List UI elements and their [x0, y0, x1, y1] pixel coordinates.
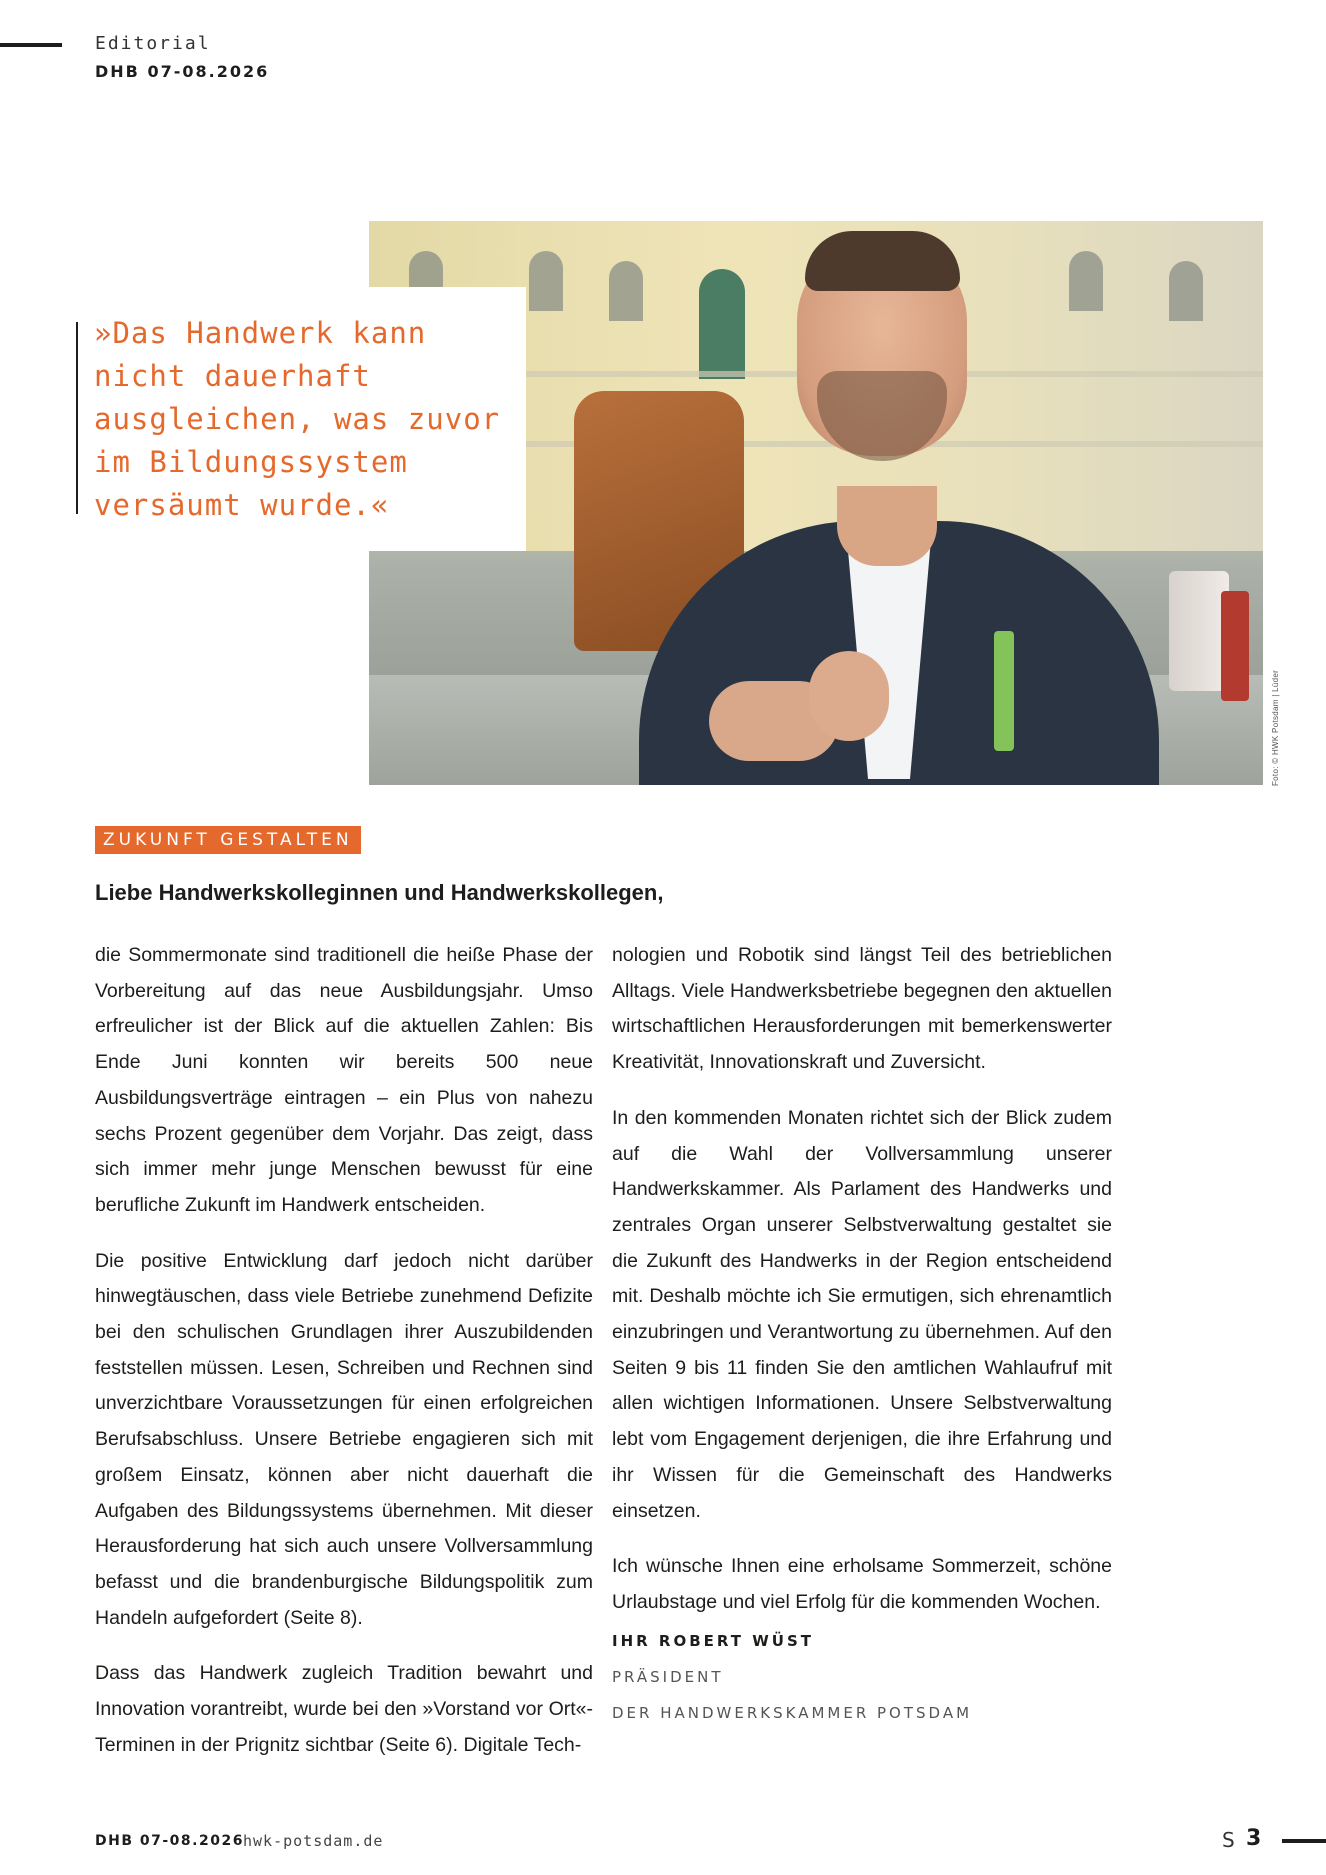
salutation: Liebe Handwerkskolleginnen und Handwerkskollegen,	[95, 880, 664, 905]
body-paragraph: In den kommenden Monaten richtet sich der Blick zudem auf die Wahl der Vollversammlung unserer Handwerkskammer. Als Parlament des Handwerks und zentrales Organ unserer Selbstverwaltung gestaltet sie die Zukunft des Handwerks in der Region entscheidend mit. Deshalb möchte ich Sie ermutigen, sich ehrenamtlich einzubringen und Verantwortung zu übernehmen. Auf den Seiten 9 bis 11 finden Sie den amtlichen Wahlaufruf mit allen wichtigen Informationen. Unsere Selbstverwaltung lebt vom Engagement derjenigen, die ihre Erfahrung und ihr Wissen für die Gemeinschaft des Handwerks einsetzen.	[612, 1106, 1112, 1522]
photo-hair	[805, 231, 960, 291]
body-paragraph: die Sommermonate sind traditionell die heiße Phase der Vorbereitung auf das neue Ausbildungsjahr. Umso erfreulicher ist der Blick auf die aktuellen Zahlen: Bis Ende Juni konnten wir bereits 500 neue Ausbildungsverträge eintragen – ein Plus von nahezu sechs Prozent gegenüber dem Vorjahr. Das zeigt, dass sich immer mehr junge Menschen bewusst für eine berufliche Zukunft im Handwerk entscheiden.	[95, 944, 593, 1216]
body-paragraph: Dass das Handwerk zugleich Tradition bewahrt und Innovation vorantreibt, wurde bei den »Vorstand vor Ort«-Terminen in der Prignitz sichtbar (Seite 6). Digitale Tech-	[95, 1662, 593, 1756]
photo-neck	[837, 486, 937, 566]
signature-org: DER HANDWERKSKAMMER POTSDAM	[612, 1704, 973, 1722]
pull-quote: »Das Handwerk kann nicht dauerhaft ausgleichen, was zuvor im Bildungssystem versäumt wurde.«	[94, 316, 501, 522]
body-column-right	[612, 938, 1112, 1641]
body-paragraph: Ich wünsche Ihnen eine erholsame Sommerzeit, schöne Urlaubstage und viel Erfolg für die kommenden Wochen.	[612, 1555, 1112, 1613]
footer-url[interactable]: hwk-potsdam.de	[243, 1832, 384, 1850]
photo-credit: Foto: © HWK Potsdam | Lüder	[1271, 669, 1280, 786]
photo-cup	[1221, 591, 1249, 701]
photo-cup	[1169, 571, 1229, 691]
photo-hand	[809, 651, 889, 741]
footer-rule	[1282, 1839, 1326, 1843]
footer-page-number: 3	[1246, 1826, 1262, 1851]
photo-window	[1069, 251, 1103, 311]
photo-door	[699, 269, 745, 379]
body-paragraph: nologien und Robotik sind längst Teil des betrieblichen Alltags. Viele Handwerksbetriebe begegnen den aktuellen wirtschaftlichen Herausforderungen mit bemerkenswerter Kreativität, Innovationskraft und Zuversicht.	[612, 944, 1112, 1074]
signature-name: IHR ROBERT WÜST	[612, 1632, 814, 1650]
body-paragraph: Die positive Entwicklung darf jedoch nicht darüber hinwegtäuschen, dass viele Betriebe zunehmend Defizite bei den schulischen Grundlagen ihrer Auszubildenden feststellen müssen. Lesen, Schreiben und Rechnen sind unverzichtbare Voraussetzungen für einen erfolgreichen Berufsabschluss. Unsere Betriebe engagieren sich mit großem Einsatz, können aber nicht dauerhaft die Aufgaben des Bildungssystems übernehmen. Mit dieser Herausforderung hat sich auch unsere Vollversammlung befasst und die brandenburgische Bildungspolitik zum Handeln aufgefordert (Seite 8).	[95, 1249, 593, 1629]
kicker-label: ZUKUNFT GESTALTEN	[95, 826, 361, 854]
signature-title: PRÄSIDENT	[612, 1668, 724, 1686]
photo-window	[609, 261, 643, 321]
top-rule	[0, 43, 62, 47]
pull-quote-bar	[76, 322, 78, 514]
photo-pen	[994, 631, 1014, 751]
footer-page-prefix: S	[1222, 1828, 1235, 1852]
section-label: Editorial	[95, 33, 211, 54]
photo-window	[529, 251, 563, 311]
issue-label: DHB 07-08.2026	[95, 62, 270, 81]
photo-window	[1169, 261, 1203, 321]
footer-issue: DHB 07-08.2026	[95, 1833, 244, 1849]
body-column-left	[95, 938, 593, 1783]
